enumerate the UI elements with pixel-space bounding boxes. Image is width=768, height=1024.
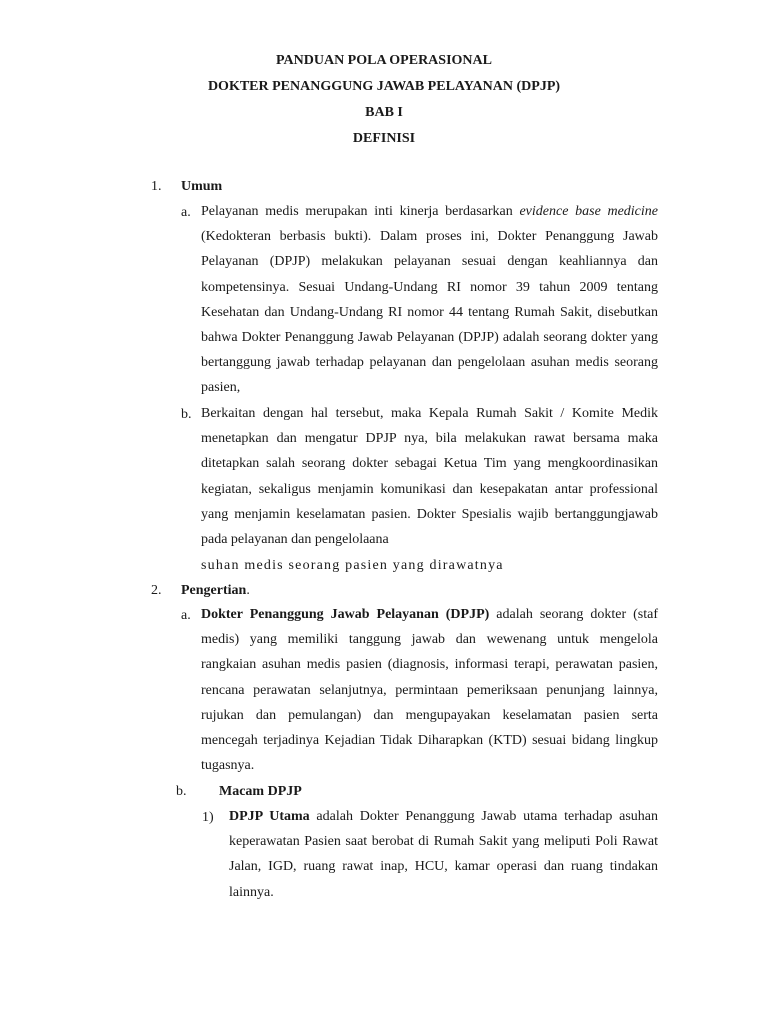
section-2-title: Pengertian [181, 583, 247, 598]
section-1a-text-2: (Kedokteran berbasis bukti). Dalam proses ini, Dokter Penanggung Jawab Pelayanan (DPJP) melakukan pelayanan sesuai dengan keahliannya dan kompetensinya. Sesuai Undang-Undang RI nomor 39 tahun 2009 tentang Kesehatan dan Undang-Undang RI nomor 44 tentang Rumah Sakit, disebutkan bahwa Dokter Penanggung Jawab Pelayanan (DPJP) adalah seorang dokter yang bertanggung jawab terhadap pelayanan dan pengelolaan asuhan medis seorang pasien, [201, 229, 658, 396]
section-2b-1-marker: 1) [202, 810, 214, 825]
section-2b-title: Macam DPJP [219, 784, 302, 799]
section-1a-text-1: Pelayanan medis merupakan inti kinerja berdasarkan [201, 204, 520, 219]
section-2a-marker: a. [181, 608, 191, 623]
chapter-label: BAB I [365, 105, 403, 120]
section-2-number: 2. [151, 583, 162, 598]
section-1b-marker: b. [181, 407, 192, 422]
section-1-title: Umum [181, 179, 223, 194]
section-2-heading [181, 582, 250, 600]
section-1a-italic-term: evidence base medicine [519, 204, 658, 219]
doc-title-line-1: PANDUAN POLA OPERASIONAL [276, 53, 492, 68]
section-1b-paragraph [201, 401, 658, 552]
section-2b-1-term: DPJP Utama [229, 809, 310, 824]
section-2a-text: adalah seorang dokter (staf medis) yang memiliki tanggung jawab dan wewenang untuk mengelola rangkaian asuhan medis pasien (diagnosis, informasi terapi, perawatan pasien, rencana perawatan selanjutnya, permintaan pemeriksaan penunjang lainnya, rujukan dan pemulangan) dan mengupayakan keselamatan pasien serta mencegah terjadinya Kejadian Tidak Diharapkan (KTD) sesuai bidang lingkup tugasnya. [201, 607, 658, 774]
section-2-title-suffix: . [246, 583, 250, 598]
section-1a-paragraph [201, 199, 658, 401]
section-2b-1-paragraph [229, 804, 658, 905]
section-2b-marker: b. [176, 784, 187, 799]
doc-title-line-2: DOKTER PENANGGUNG JAWAB PELAYANAN (DPJP) [207, 79, 561, 94]
section-1b-last-line: suhan medis seorang pasien yang dirawatnya [201, 558, 504, 573]
section-1b-text: Berkaitan dengan hal tersebut, maka Kepala Rumah Sakit / Komite Medik menetapkan dan mengatur DPJP nya, bila melakukan rawat bersama maka ditetapkan salah seorang dokter sebagai Ketua Tim yang mengkoordinasikan kegiatan, sekaligus menjamin komunikasi dan kesepakatan antar professional yang menjamin keselamatan pasien. Dokter Spesialis wajib bertanggungjawab pada pelayanan dan pengelolaana [201, 406, 658, 548]
section-2a-term: Dokter Penanggung Jawab Pelayanan (DPJP) [201, 607, 490, 622]
chapter-title: DEFINISI [352, 131, 416, 146]
section-2b-1-text: adalah Dokter Penanggung Jawab utama terhadap asuhan keperawatan Pasien saat berobat di Rumah Sakit yang meliputi Poli Rawat Jalan, IGD, ruang rawat inap, HCU, kamar operasi dan ruang tindakan lainnya. [229, 809, 658, 900]
section-1a-marker: a. [181, 205, 191, 220]
section-2a-paragraph [201, 602, 658, 778]
section-1-number: 1. [151, 179, 162, 194]
